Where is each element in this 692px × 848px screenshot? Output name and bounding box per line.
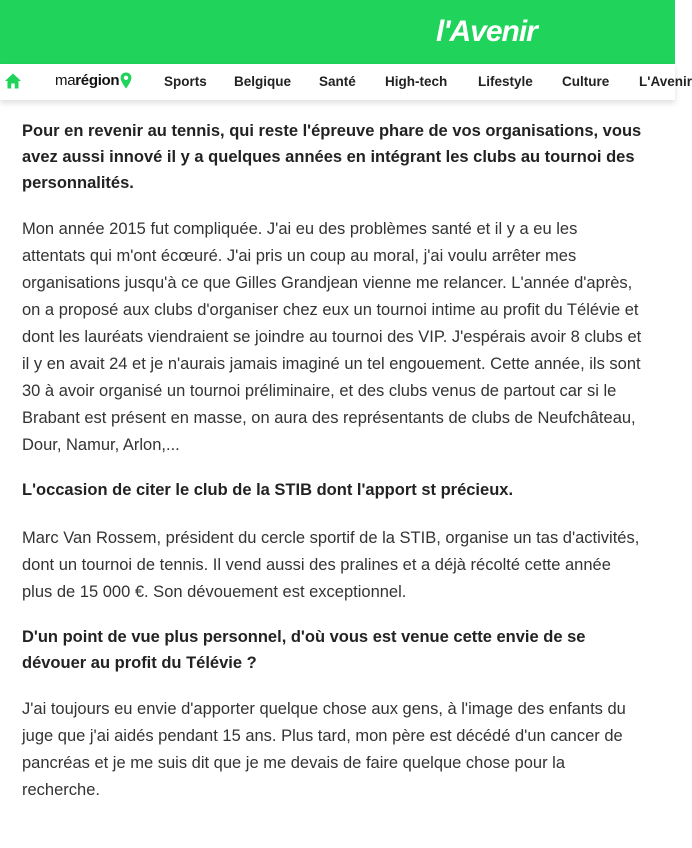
nav-item-lifestyle[interactable]: Lifestyle bbox=[478, 74, 533, 89]
nav-item-lavenir[interactable]: L'Avenir bbox=[639, 74, 692, 89]
nav-item-high-tech[interactable]: High-tech bbox=[385, 74, 448, 89]
interview-answer: Mon année 2015 fut compliquée. J'ai eu des problèmes santé et il y a eu les attentats qui m'ont écœuré. J'ai pris un coup au moral, j'ai voulu arrêter mes organisations jusqu'à ce que Gilles Grandjean vienne me relancer. L'année d'après, on a proposé aux clubs d'organiser chez eux un tournoi intime au profit du Télévie et dont les lauréats viendraient se joindre au tournoi des VIP. J'espérais avoir 8 clubs et il y en avait 24 et je n'aurais jamais imaginé un tel engouement. Cette année, ils sont 30 à avoir organisé un tournoi préliminaire, et des clubs venus de partout car si le Brabant est présent en masse, on aura des représentants de clubs de Neufchâteau, Dour, Namur, Arlon,... bbox=[22, 220, 642, 454]
site-logo[interactable]: l'Avenir bbox=[436, 15, 537, 48]
interview-answer: Marc Van Rossem, président du cercle sportif de la STIB, organise un tas d'activités, dont un tournoi de tennis. Il vend aussi des pralines et a déjà récolté cette année plus de 15 000 €. Son dévouement est exceptionnel. bbox=[22, 529, 640, 601]
site-header bbox=[0, 0, 675, 64]
home-icon[interactable] bbox=[4, 72, 22, 90]
interview-answer: J'ai toujours eu envie d'apporter quelque chose aux gens, à l'image des enfants du juge que j'ai aidés pendant 15 ans. Plus tard, mon père est décédé d'un cancer de pancréas et je me suis dit que je me devais de faire quelque chose pour la recherche. bbox=[22, 700, 626, 799]
ma-region-prefix: ma bbox=[55, 72, 76, 89]
ma-region-link[interactable] bbox=[55, 71, 132, 91]
interview-question: L'occasion de citer le club de la STIB dont l'apport st précieux. bbox=[22, 481, 514, 499]
interview-question: Pour en revenir au tennis, qui reste l'épreuve phare de vos organisations, vous avez aussi innové il y a quelques années en intégrant les clubs au tournoi des personnalités. bbox=[22, 122, 642, 192]
nav-item-sante[interactable]: Santé bbox=[319, 74, 356, 89]
location-pin-icon bbox=[120, 72, 132, 89]
nav-item-culture[interactable]: Culture bbox=[562, 74, 610, 89]
nav-item-sports[interactable]: Sports bbox=[164, 74, 207, 89]
main-nav bbox=[0, 64, 692, 100]
interview-question: D'un point de vue plus personnel, d'où vous est venue cette envie de se dévouer au profit du Télévie ? bbox=[22, 628, 586, 672]
ma-region-main: région bbox=[75, 72, 120, 89]
article-body bbox=[22, 118, 642, 804]
nav-item-belgique[interactable]: Belgique bbox=[234, 74, 292, 89]
